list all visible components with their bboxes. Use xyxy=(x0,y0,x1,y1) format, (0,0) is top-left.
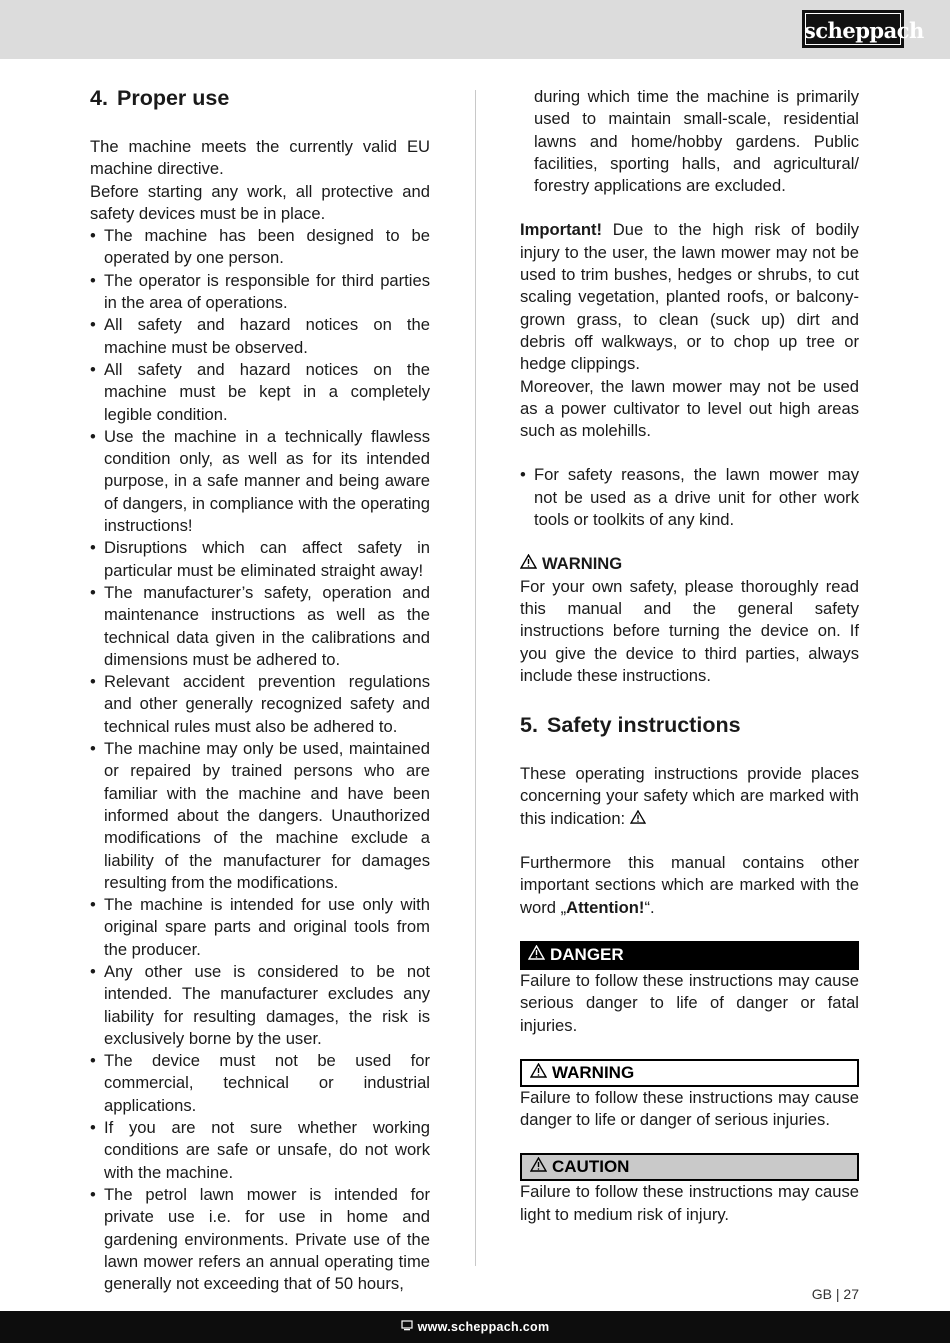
footer-bar xyxy=(0,1311,950,1343)
important-label: Important! xyxy=(520,220,603,240)
list-item: • Relevant accident prevention regulations and other generally recognized safety and technical rules must also be adhered to. xyxy=(90,671,430,738)
attention-text-end: “. xyxy=(644,897,655,917)
heading-number: 5. xyxy=(520,713,538,738)
warning-box xyxy=(520,1059,859,1087)
brand-logo: scheppach xyxy=(802,10,904,48)
intro-paragraph: The machine meets the currently valid EU machine directive. xyxy=(90,137,430,179)
warning-triangle-icon xyxy=(528,944,546,966)
column-divider xyxy=(475,90,476,1266)
list-item: • The manufacturer’s safety, operation and maintenance instructions as well as the technical data given in the calibrations and dimensions must be adhered to. xyxy=(90,582,430,671)
caution-text: Failure to follow these instructions may cause light to medium risk of injury. xyxy=(520,1182,859,1224)
proper-use-list xyxy=(90,225,430,1295)
intro-paragraph: Before starting any work, all protective and safety devices must be in place. xyxy=(90,181,430,223)
attention-word: Attention! xyxy=(566,897,645,917)
list-item: • The machine may only be used, maintained or repaired by trained persons who are familiar with the machine and have been informed about the dangers. Unauthorized modifications of the machine exclude a liability of the manufacturer for damages resulting from the modifications. xyxy=(90,738,430,894)
safety-list xyxy=(520,464,859,531)
warning-box-text: Failure to follow these instructions may cause danger to life or danger of serious injuries. xyxy=(520,1087,859,1130)
section-heading-proper-use xyxy=(90,84,430,112)
list-item: • For safety reasons, the lawn mower may not be used as a drive unit for other work tools or toolkits of any kind. xyxy=(520,464,859,531)
warning-triangle-icon xyxy=(530,1156,548,1178)
list-item: • Use the machine in a technically flawless condition only, as well as for its intended purpose, in a safe manner and being aware of dangers, in compliance with the operating instructions! xyxy=(90,426,430,537)
important-text: Due to the high risk of bodily injury to the user, the lawn mower may not be used to trim bushes, hedges or shrubs, to cut scaling vegetation, planted roofs, or balcony-grown grass, to clean (suck up) dirt and debris off walkways, or to chop up tree or hedge clippings. xyxy=(520,220,859,374)
continued-paragraph: during which time the machine is primarily used to maintain small-scale, residential lawns and home/hobby gardens. Public facilities, sporting halls, and agricultural/ forestry applications are excluded. xyxy=(534,87,859,196)
right-column xyxy=(520,86,859,1226)
computer-icon xyxy=(401,1320,413,1334)
website-link[interactable]: www.scheppach.com xyxy=(417,1320,550,1334)
caution-label: CAUTION xyxy=(552,1157,630,1177)
list-item: • The device must not be used for commercial, technical or industrial applications. xyxy=(90,1050,430,1117)
section-heading-safety xyxy=(520,711,859,739)
header-bar xyxy=(0,0,950,59)
danger-label: DANGER xyxy=(550,945,624,965)
warning-triangle-icon xyxy=(520,553,538,575)
caution-box xyxy=(520,1153,859,1181)
attention-text: Furthermore this manual contains other important sections which are marked with the word „ xyxy=(520,853,859,917)
page-number: GB | 27 xyxy=(811,1286,859,1302)
warning-triangle-icon xyxy=(530,1062,548,1084)
list-item: • The petrol lawn mower is intended for private use i.e. for use in home and gardening environments. Private use of the lawn mower refers an annual operating time generally not exceeding that of 50 hours, xyxy=(90,1184,430,1295)
warning-heading xyxy=(520,553,859,575)
list-item: • Any other use is considered to be not intended. The manufacturer excludes any liability for resulting damages, the risk is exclusively borne by the user. xyxy=(90,961,430,1050)
list-item: • The machine has been designed to be operated by one person. xyxy=(90,225,430,270)
list-item: • Disruptions which can affect safety in particular must be eliminated straight away! xyxy=(90,537,430,582)
warning-label: WARNING xyxy=(542,554,623,574)
safety-text: These operating instructions provide places concerning your safety which are marked with this indication: xyxy=(520,764,859,828)
list-item: • The operator is responsible for third parties in the area of operations. xyxy=(90,270,430,315)
list-item: • If you are not sure whether working conditions are safe or unsafe, do not work with the machine. xyxy=(90,1117,430,1184)
list-item: • All safety and hazard notices on the machine must be observed. xyxy=(90,314,430,359)
warning-box-label: WARNING xyxy=(552,1062,635,1082)
important-paragraph xyxy=(520,219,859,375)
safety-paragraph xyxy=(520,763,859,830)
attention-paragraph xyxy=(520,852,859,919)
heading-number: 4. xyxy=(90,86,108,110)
list-item: • The machine is intended for use only with original spare parts and original tools from the producer. xyxy=(90,894,430,961)
heading-title: Safety instructions xyxy=(547,713,741,738)
heading-title: Proper use xyxy=(117,86,230,110)
warning-triangle-icon xyxy=(630,809,646,828)
moreover-paragraph: Moreover, the lawn mower may not be used as a power cultivator to level out high areas such as molehills. xyxy=(520,376,859,441)
danger-box xyxy=(520,941,859,970)
left-column xyxy=(90,84,430,1295)
list-item: • All safety and hazard notices on the machine must be kept in a completely legible condition. xyxy=(90,359,430,426)
danger-text: Failure to follow these instructions may cause serious danger to life of danger or fatal injuries. xyxy=(520,970,859,1035)
warning-text: For your own safety, please thoroughly read this manual and the general safety instructions before turning the device on. If you give the device to third parties, always include these instructions. xyxy=(520,576,859,685)
